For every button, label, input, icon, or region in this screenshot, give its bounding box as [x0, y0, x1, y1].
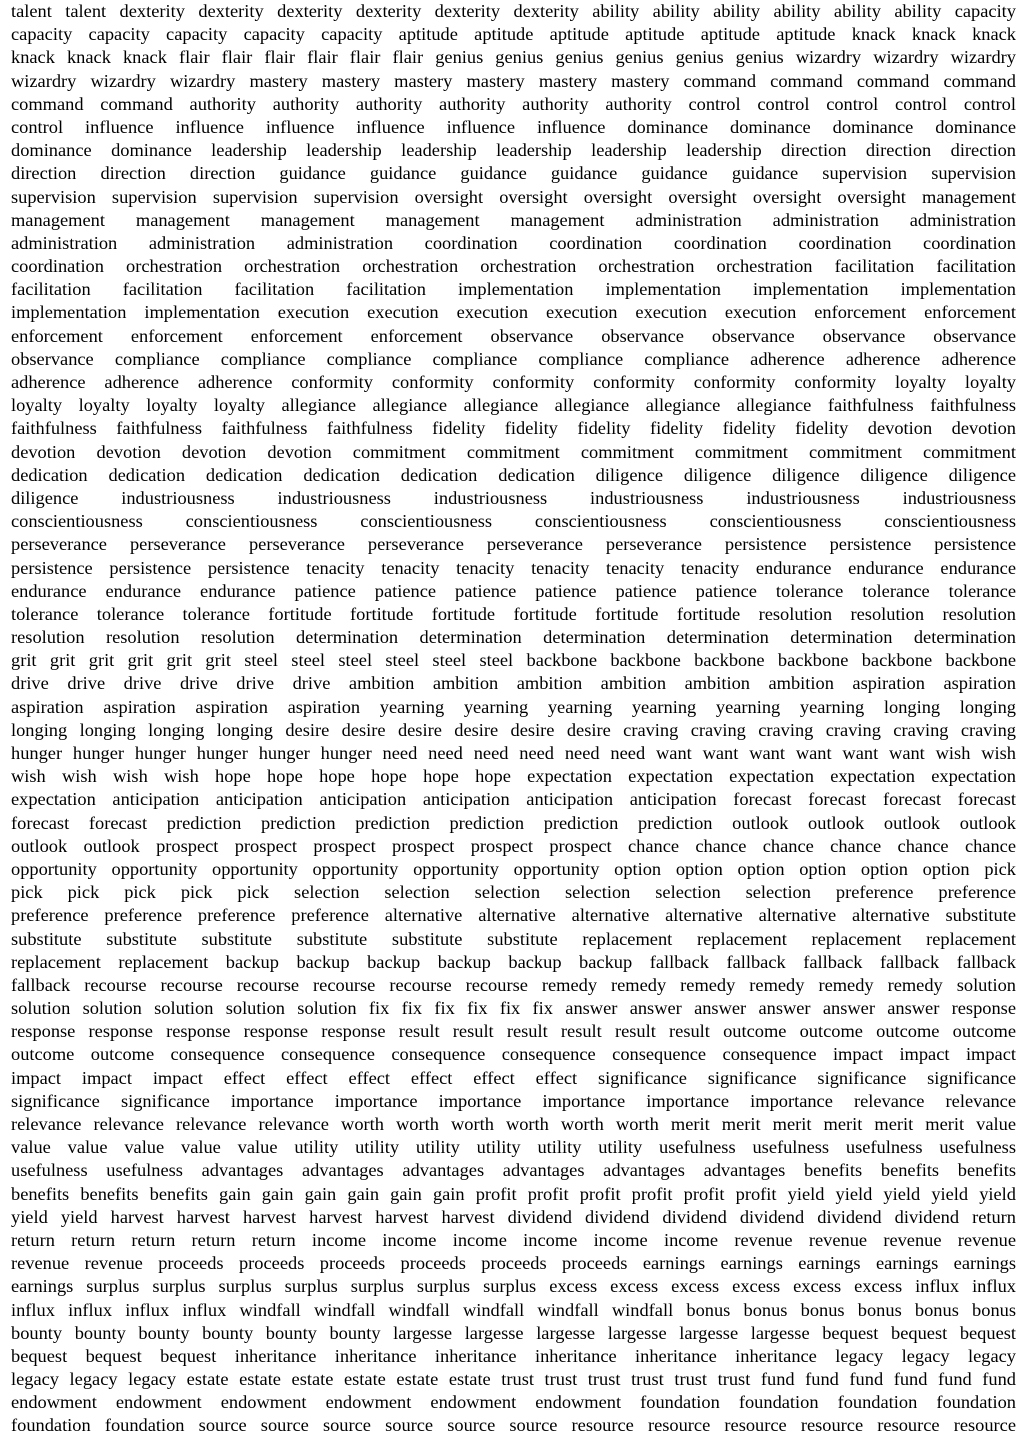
text-line: conscientiousness conscientiousness conscientiousness conscientiousness conscientiousness conscientiousness: [11, 511, 1016, 532]
text-line: revenue revenue proceeds proceeds proceeds proceeds proceeds proceeds earnings earnings earnings earnings earnings: [11, 1253, 1016, 1274]
document-page: [11, 0, 1016, 1446]
text-line: control influence influence influence influence influence influence dominance dominance dominance dominance: [11, 116, 1016, 137]
text-line: diligence industriousness industriousness industriousness industriousness industriousness industriousness: [11, 487, 1016, 508]
text-line: hunger hunger hunger hunger hunger hunger need need need need need need want want want want want want wish wish: [11, 743, 1016, 763]
text-line: wish wish wish wish hope hope hope hope hope hope expectation expectation expectation expectation expectation: [11, 766, 1016, 787]
text-line: benefits benefits benefits gain gain gain gain gain gain profit profit profit profit profit profit yield yield yield yield yield: [11, 1183, 1016, 1204]
text-line: tolerance tolerance tolerance fortitude fortitude fortitude fortitude fortitude fortitude resolution resolution resolution: [11, 603, 1016, 624]
text-line: impact impact impact effect effect effect effect effect effect significance significance significance significance: [11, 1067, 1016, 1088]
text-line: usefulness usefulness advantages advantages advantages advantages advantages advantages benefits benefits benefits: [11, 1160, 1016, 1181]
text-line: significance significance importance importance importance importance importance importance relevance relevance: [11, 1090, 1016, 1111]
text-line: foundation foundation source source source source source source resource resource resource resource resource resource: [11, 1415, 1016, 1436]
text-line: supervision supervision supervision supervision oversight oversight oversight oversight oversight oversight management: [11, 186, 1016, 207]
text-line: capacity capacity capacity capacity capacity aptitude aptitude aptitude aptitude aptitude aptitude knack knack knack: [11, 24, 1016, 45]
text-line: response response response response response result result result result result result outcome outcome outcome outcome: [11, 1021, 1016, 1042]
text-line: command command authority authority authority authority authority authority control control control control control: [11, 93, 1016, 114]
text-line: loyalty loyalty loyalty loyalty allegiance allegiance allegiance allegiance allegiance allegiance faithfulness faithfulness: [11, 395, 1016, 416]
text-line: outlook outlook prospect prospect prospect prospect prospect prospect chance chance chance chance chance chance: [11, 835, 1016, 856]
text-line: yield yield harvest harvest harvest harvest harvest harvest dividend dividend dividend dividend dividend dividend return: [11, 1206, 1016, 1227]
text-line: influx influx influx influx windfall windfall windfall windfall windfall windfall bonus bonus bonus bonus bonus bonus: [11, 1299, 1016, 1320]
text-line: persistence persistence persistence tenacity tenacity tenacity tenacity tenacity tenacity endurance endurance endurance: [11, 557, 1016, 578]
text-line: drive drive drive drive drive drive ambition ambition ambition ambition ambition ambition aspiration aspiration: [11, 673, 1016, 694]
text-line: value value value value value utility utility utility utility utility utility usefulness usefulness usefulness usefulness: [11, 1137, 1016, 1158]
text-line: knack knack knack flair flair flair flair flair flair genius genius genius genius genius genius wizardry wizardry wizardry: [11, 47, 1016, 68]
text-line: dominance dominance leadership leadership leadership leadership leadership leadership direction direction direction: [11, 140, 1016, 161]
text-line: coordination orchestration orchestration orchestration orchestration orchestration orchestration facilitation facilitation: [11, 256, 1016, 277]
text-line: bequest bequest bequest inheritance inheritance inheritance inheritance inheritance inheritance legacy legacy legacy: [11, 1345, 1016, 1366]
text-line: pick pick pick pick pick selection selection selection selection selection selection preference preference: [11, 882, 1016, 903]
text-line: endowment endowment endowment endowment endowment endowment foundation foundation foundation foundation: [11, 1392, 1016, 1413]
text-line: observance compliance compliance compliance compliance compliance compliance adherence adherence adherence: [11, 348, 1016, 369]
text-line: devotion devotion devotion devotion commitment commitment commitment commitment commitment commitment: [11, 441, 1016, 462]
text-line: earnings surplus surplus surplus surplus surplus surplus surplus excess excess excess excess excess excess influx influx: [11, 1276, 1016, 1297]
text-line: grit grit grit grit grit grit steel steel steel steel steel steel backbone backbone backbone backbone backbone backbone: [11, 650, 1016, 671]
text-line: administration administration administration coordination coordination coordination coordination coordination: [11, 232, 1016, 253]
text-line: resolution resolution resolution determination determination determination determination determination determination: [11, 627, 1016, 648]
text-line: talent talent dexterity dexterity dexterity dexterity dexterity dexterity ability ability ability ability ability ability capacity: [11, 1, 1016, 21]
text-line: replacement replacement backup backup backup backup backup backup fallback fallback fallback fallback fallback: [11, 951, 1016, 972]
text-line: management management management management management administration administration administration: [11, 209, 1016, 230]
text-line: fallback recourse recourse recourse recourse recourse recourse remedy remedy remedy remedy remedy remedy solution: [11, 974, 1016, 995]
text-line: wizardry wizardry wizardry mastery mastery mastery mastery mastery mastery command command command command: [11, 70, 1016, 91]
text-line: dedication dedication dedication dedication dedication dedication diligence diligence diligence diligence diligence: [11, 464, 1016, 485]
text-line: forecast forecast prediction prediction prediction prediction prediction prediction outlook outlook outlook outlook: [11, 812, 1016, 833]
text-line: adherence adherence adherence conformity conformity conformity conformity conformity conformity loyalty loyalty: [11, 372, 1016, 392]
text-line: preference preference preference preference alternative alternative alternative alternative alternative alternative substitute: [11, 905, 1016, 926]
text-line: substitute substitute substitute substitute substitute substitute replacement replacement replacement replacement: [11, 928, 1016, 949]
text-line: solution solution solution solution solution fix fix fix fix fix fix answer answer answer answer answer answer response: [11, 998, 1016, 1019]
text-line: endurance endurance endurance patience patience patience patience patience patience tolerance tolerance tolerance: [11, 580, 1016, 601]
text-line: return return return return return income income income income income income revenue revenue revenue revenue: [11, 1229, 1016, 1250]
text-line: longing longing longing longing desire desire desire desire desire desire craving craving craving craving craving craving: [11, 719, 1016, 740]
text-line: bounty bounty bounty bounty bounty bounty largesse largesse largesse largesse largesse largesse bequest bequest bequest: [11, 1322, 1016, 1343]
text-line: relevance relevance relevance relevance worth worth worth worth worth worth merit merit merit merit merit merit value: [11, 1114, 1016, 1134]
text-line: direction direction direction guidance guidance guidance guidance guidance guidance supervision supervision: [11, 163, 1016, 184]
text-line: opportunity opportunity opportunity opportunity opportunity opportunity option option option option option option pick: [11, 858, 1016, 879]
text-line: expectation anticipation anticipation anticipation anticipation anticipation anticipation forecast forecast forecast forecast: [11, 789, 1016, 810]
text-line: aspiration aspiration aspiration aspiration yearning yearning yearning yearning yearning yearning longing longing: [11, 696, 1016, 717]
text-line: outcome outcome consequence consequence consequence consequence consequence consequence impact impact impact: [11, 1044, 1016, 1065]
text-line: implementation implementation execution execution execution execution execution execution enforcement enforcement: [11, 302, 1016, 323]
text-line: enforcement enforcement enforcement enforcement observance observance observance observance observance: [11, 325, 1016, 346]
text-line: perseverance perseverance perseverance perseverance perseverance perseverance persistence persistence persistence: [11, 534, 1016, 555]
text-line: legacy legacy legacy estate estate estate estate estate estate trust trust trust trust trust trust fund fund fund fund fund fund: [11, 1369, 1016, 1390]
text-line: facilitation facilitation facilitation facilitation implementation implementation implementation implementation: [11, 279, 1016, 300]
text-line: faithfulness faithfulness faithfulness faithfulness fidelity fidelity fidelity fidelity fidelity fidelity devotion devotion: [11, 418, 1016, 439]
